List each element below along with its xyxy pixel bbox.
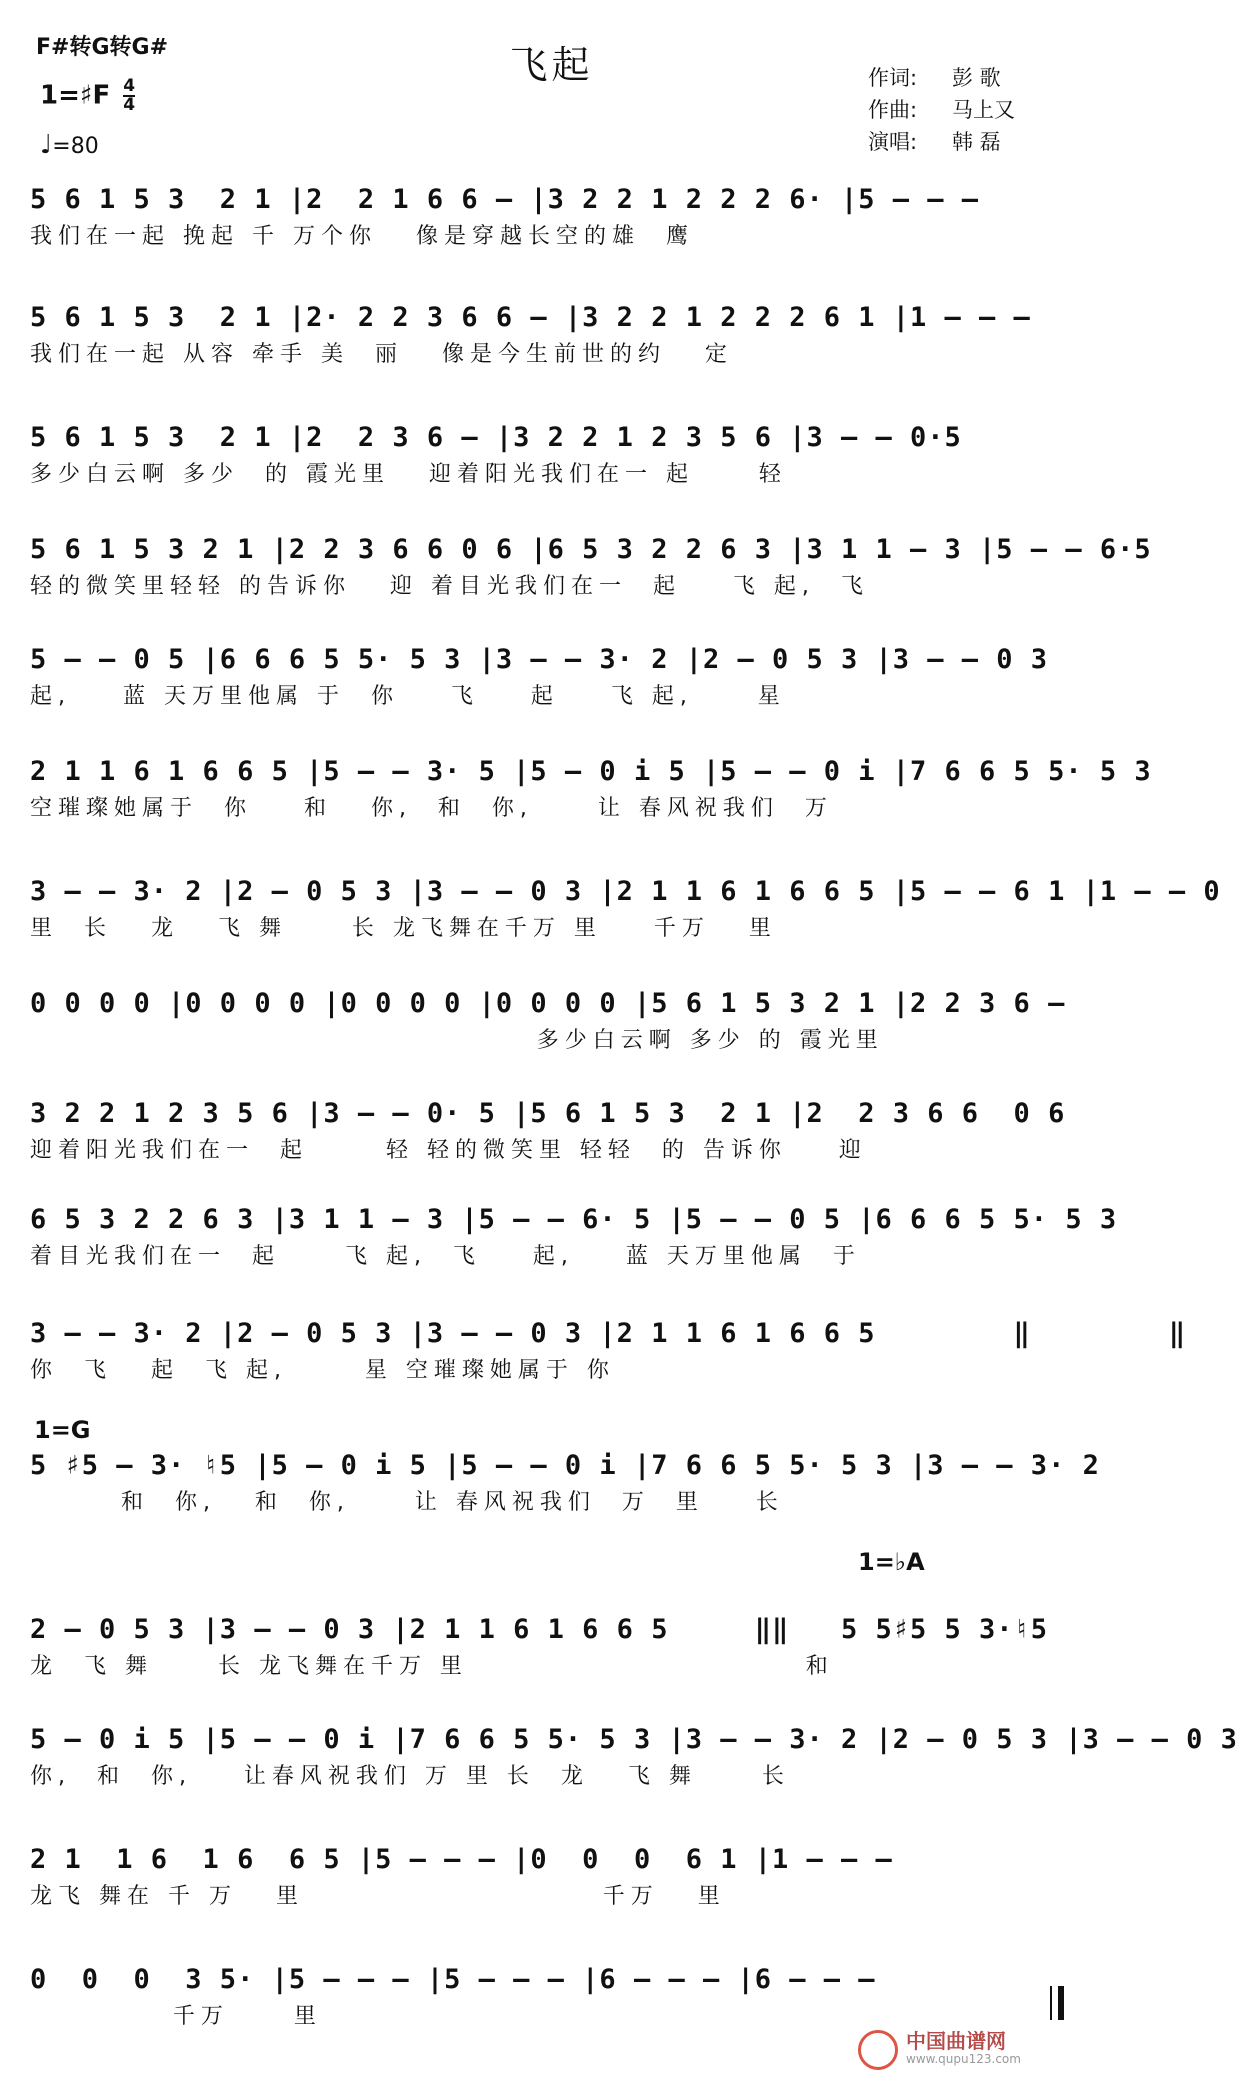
- lyrics-line: 你 飞 起 飞 起, 星 空璀璨她属于 你: [30, 1358, 615, 1383]
- score-system: [30, 1840, 1073, 1914]
- tempo-marking: [40, 130, 99, 160]
- lyrics-line: 我们在一起 从容 牵手 美 丽 像是今生前世的约 定: [30, 342, 733, 367]
- notation-line: 3 – – 3· 2 |2 – 0 5 3 |3 – – 0 3 |2 1 1 6 1 6 6 5 ‖ ‖: [30, 1318, 1187, 1349]
- final-barline-thin: [1050, 1986, 1052, 2020]
- credit-label: 作词:: [868, 66, 918, 90]
- time-bottom: 4: [123, 95, 136, 115]
- lyrics-line: 起, 蓝 天万里他属 于 你 飞 起 飞 起, 星: [30, 684, 786, 709]
- score-system: [30, 752, 1152, 826]
- notation-line: 2 1 1 6 1 6 6 5 |5 – – – |0 0 0 6 1 |1 – – –: [30, 1844, 893, 1875]
- time-top: 4: [123, 76, 136, 96]
- notation-line: 5 6 1 5 3 2 1 |2 2 3 6 – |3 2 2 1 2 3 5 6 |3 – – 0·5: [30, 422, 962, 453]
- notation-line: 0 0 0 0 |0 0 0 0 |0 0 0 0 |0 0 0 0 |5 6 1 5 3 2 1 |2 2 3 6 –: [30, 988, 1066, 1019]
- watermark-url: www.qupu123.com: [906, 2052, 1021, 2066]
- modulation-to-ab: 1=♭A: [858, 1548, 925, 1576]
- credit-label: 作曲:: [868, 98, 918, 122]
- lyrics-line: 着目光我们在一 起 飞 起, 飞 起, 蓝 天万里他属 于: [30, 1244, 861, 1269]
- score-system: [30, 1200, 1118, 1274]
- credit-label: 演唱:: [868, 130, 918, 154]
- notation-line: 5 – – 0 5 |6 6 6 5 5· 5 3 |3 – – 3· 2 |2 – 0 5 3 |3 – – 0 3: [30, 644, 1049, 675]
- score-system: [30, 1720, 1238, 1794]
- score-system: [30, 180, 1073, 254]
- score-system: [30, 530, 1152, 604]
- lyrics-line: 龙飞 舞在 千 万 里 千万 里: [30, 1884, 726, 1909]
- lyrics-line: 我们在一起 挽起 千 万个你 像是穿越长空的雄 鹰: [30, 224, 694, 249]
- lyrics-line: 千万 里: [30, 2004, 322, 2029]
- score-system: [30, 1314, 1187, 1388]
- notation-line: 3 2 2 1 2 3 5 6 |3 – – 0· 5 |5 6 1 5 3 2 1 |2 2 3 6 6 0 6: [30, 1098, 1066, 1129]
- song-title: 飞起: [509, 43, 594, 87]
- credit-value: 韩 磊: [952, 130, 1001, 154]
- credit-value: 马上又: [952, 98, 1015, 122]
- credit-value: 彭 歌: [952, 66, 1001, 90]
- score-system: [30, 1446, 1100, 1520]
- score-system: [30, 1094, 1073, 1168]
- credits: [868, 62, 1015, 158]
- time-signature: [123, 78, 135, 114]
- key-change-note: F#转G转G#: [36, 35, 169, 60]
- lyrics-line: 你, 和 你, 让春风祝我们 万 里 长 龙 飞 舞 长: [30, 1764, 790, 1789]
- notation-line: 0 0 0 3 5· |5 – – – |5 – – – |6 – – – |6 – – –: [30, 1964, 876, 1995]
- key-label: 1=♯F: [40, 80, 111, 111]
- score-system: [30, 872, 1221, 946]
- notation-line: 2 – 0 5 3 |3 – – 0 3 |2 1 1 6 1 6 6 5 ‖‖ 5 5♯5 5 3·♮5: [30, 1614, 1049, 1645]
- lyrics-line: 多少白云啊 多少 的 霞光里 迎着阳光我们在一 起 轻: [30, 462, 787, 487]
- notation-line: 6 5 3 2 2 6 3 |3 1 1 – 3 |5 – – 6· 5 |5 – – 0 5 |6 6 6 5 5· 5 3: [30, 1204, 1118, 1235]
- watermark-text: [906, 2029, 1021, 2068]
- credit-singer: [868, 126, 1015, 158]
- final-barline-thick: [1058, 1986, 1064, 2020]
- notation-line: 5 6 1 5 3 2 1 |2· 2 2 3 6 6 – |3 2 2 1 2 2 2 6 1 |1 – – –: [30, 302, 1031, 333]
- lyrics-line: 轻的微笑里轻轻 的告诉你 迎 着目光我们在一 起 飞 起, 飞: [30, 574, 869, 599]
- key-signature: [40, 78, 135, 114]
- score-system: [30, 418, 1073, 492]
- score-system: [30, 640, 1073, 714]
- score-system: [30, 298, 1073, 372]
- score-system: [30, 1960, 1073, 2034]
- notation-line: 2 1 1 6 1 6 6 5 |5 – – 3· 5 |5 – 0 i 5 |5 – – 0 i |7 6 6 5 5· 5 3: [30, 756, 1152, 787]
- lyrics-line: 龙 飞 舞 长 龙飞舞在千万 里 和: [30, 1654, 834, 1679]
- notation-line: 3 – – 3· 2 |2 – 0 5 3 |3 – – 0 3 |2 1 1 6 1 6 6 5 |5 – – 6 1 |1 – – 0: [30, 876, 1221, 907]
- lyrics-line: 多少白云啊 多少 的 霞光里: [30, 1028, 884, 1053]
- quarter-note-icon: ♩: [40, 130, 53, 160]
- lyrics-line: 和 你, 和 你, 让 春风祝我们 万 里 长: [30, 1490, 784, 1515]
- credit-lyricist: [868, 62, 1015, 94]
- notation-line: 5 6 1 5 3 2 1 |2 2 1 6 6 – |3 2 2 1 2 2 2 6· |5 – – –: [30, 184, 980, 215]
- score-system: [30, 984, 1073, 1058]
- score-system: [30, 1610, 1073, 1684]
- watermark: [858, 2028, 1088, 2072]
- lyrics-line: 迎着阳光我们在一 起 轻 轻的微笑里 轻轻 的 告诉你 迎: [30, 1138, 867, 1163]
- watermark-logo-icon: [858, 2030, 898, 2070]
- notation-line: 5 ♯5 – 3· ♮5 |5 – 0 i 5 |5 – – 0 i |7 6 6 5 5· 5 3 |3 – – 3· 2: [30, 1450, 1100, 1481]
- watermark-main: 中国曲谱网: [906, 2029, 1006, 2053]
- lyrics-line: 空璀璨她属于 你 和 你, 和 你, 让 春风祝我们 万: [30, 796, 833, 821]
- credit-composer: [868, 94, 1015, 126]
- notation-line: 5 6 1 5 3 2 1 |2 2 3 6 6 0 6 |6 5 3 2 2 6 3 |3 1 1 – 3 |5 – – 6·5: [30, 534, 1152, 565]
- modulation-to-g: 1=G: [34, 1416, 91, 1444]
- tempo-value: =80: [52, 134, 99, 159]
- lyrics-line: 里 长 龙 飞 舞 长 龙飞舞在千万 里 千万 里: [30, 916, 777, 941]
- notation-line: 5 – 0 i 5 |5 – – 0 i |7 6 6 5 5· 5 3 |3 – – 3· 2 |2 – 0 5 3 |3 – – 0 3: [30, 1724, 1238, 1755]
